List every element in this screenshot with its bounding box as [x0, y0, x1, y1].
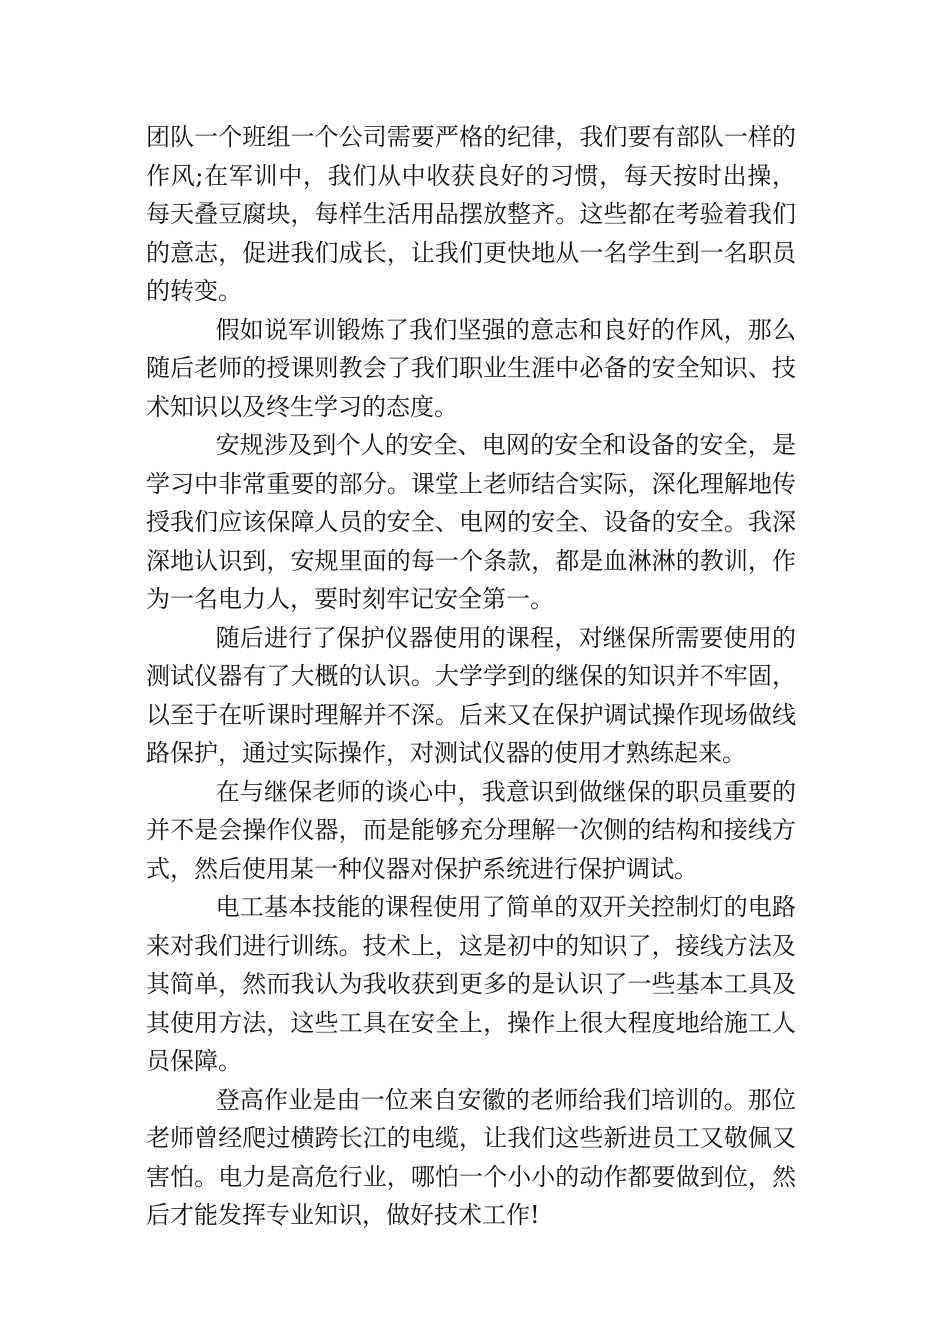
paragraph-2: 假如说军训锻炼了我们坚强的意志和良好的作风，那么随后老师的授课则教会了我们职业生涯中必备的安全知识、技术知识以及终生学习的态度。 — [146, 315, 796, 421]
paragraph-4: 随后进行了保护仪器使用的课程，对继保所需要使用的测试仪器有了大概的认识。大学学到的继保的知识并不牢固，以至于在听课时理解并不深。后来又在保护调试操作现场做线路保护，通过实际操作，对测试仪器的使用才熟练起来。 — [146, 623, 796, 767]
paragraph-6: 电工基本技能的课程使用了简单的双开关控制灯的电路来对我们进行训练。技术上，这是初中的知识了，接线方法及其简单，然而我认为我收获到更多的是认识了一些基本工具及其使用方法，这些工具在安全上，操作上很大程度地给施工人员保障。 — [146, 893, 796, 1075]
paragraph-5: 在与继保老师的谈心中，我意识到做继保的职员重要的并不是会操作仪器，而是能够充分理解一次侧的结构和接线方式，然后使用某一种仪器对保护系统进行保护调试。 — [146, 777, 796, 883]
paragraph-1: 团队一个班组一个公司需要严格的纪律，我们要有部队一样的作风;在军训中，我们从中收获良好的习惯，每天按时出操，每天叠豆腐块，每样生活用品摆放整齐。这些都在考验着我们的意志，促进我们成长，让我们更快地从一名学生到一名职员的转变。 — [146, 123, 796, 305]
paragraph-7: 登高作业是由一位来自安徽的老师给我们培训的。那位老师曾经爬过横跨长江的电缆，让我们这些新进员工又敬佩又害怕。电力是高危行业，哪怕一个小小的动作都要做到位，然后才能发挥专业知识，做好技术工作! — [146, 1085, 796, 1229]
document-body — [146, 118, 796, 1235]
paragraph-3: 安规涉及到个人的安全、电网的安全和设备的安全，是学习中非常重要的部分。课堂上老师结合实际，深化理解地传授我们应该保障人员的安全、电网的安全、设备的安全。我深深地认识到，安规里面的每一个条款，都是血淋淋的教训，作为一名电力人，要时刻牢记安全第一。 — [146, 431, 796, 613]
